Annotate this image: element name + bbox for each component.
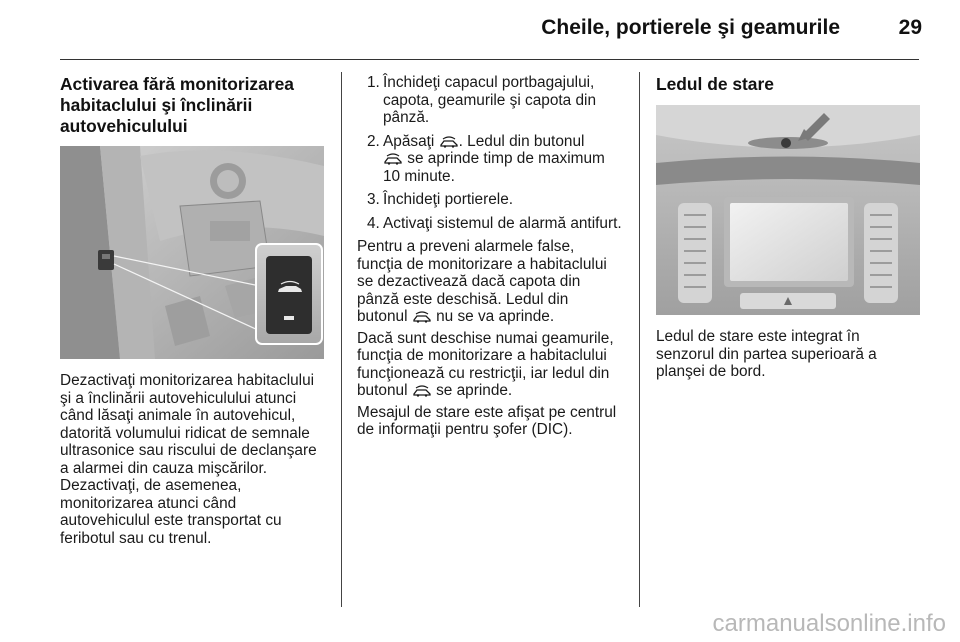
step-text: Activaţi sistemul de alarmă antifurt. xyxy=(383,214,622,232)
section-heading-status-led: Ledul de stare xyxy=(656,74,774,94)
paragraph-text: butonul xyxy=(357,308,408,325)
car-tilt-alarm-icon xyxy=(412,311,432,323)
paragraph-text: butonul xyxy=(357,382,408,399)
step-text-post: . Ledul din butonul xyxy=(458,132,585,150)
paragraph-text: Pentru a preveni alarmele false, funcţia de monitorizare a habitaclului se dezactivează dacă capota din pânză este deschisă. Ledul din xyxy=(357,238,607,308)
status-led-illustration xyxy=(656,105,920,315)
step-number: 1. xyxy=(367,74,380,91)
page-header-title: Cheile, portierele şi geamurile xyxy=(541,16,840,39)
step-text-pre: Apăsaţi xyxy=(383,132,435,150)
dashboard-button-illustration xyxy=(60,146,324,359)
step-item xyxy=(357,215,623,233)
section-heading-no-monitoring: Activarea fără monitorizarea habitaclului şi înclinării autovehiculului xyxy=(60,74,294,136)
caption-status-led: Ledul de stare este integrat în senzorul din partea superioară a planşei de bord. xyxy=(656,328,877,380)
paragraph-dic-message: Mesajul de stare este afişat pe centrul de informaţii pentru şofer (DIC). xyxy=(357,403,617,438)
caption-no-monitoring: Dezactivaţi monitorizarea habitaclului şi a înclinării autovehiculului atunci când lăsaţi animale în autovehicul, datorită volumului ridicat de semnale ultrasonice sau riscului de declanşare a alarmei din cauza mişcărilor. Dezactivaţi, de asemenea, monitorizarea atunci când autovehiculul este transportat cu feribotul sau cu trenul. xyxy=(60,372,317,547)
car-tilt-alarm-icon xyxy=(439,136,459,148)
column-1 xyxy=(60,74,324,547)
paragraph-text: nu se va aprinde. xyxy=(436,308,555,325)
page-number: 29 xyxy=(898,16,922,39)
column-divider-1 xyxy=(341,72,342,607)
step-number: 3. xyxy=(367,191,380,208)
car-tilt-alarm-icon xyxy=(412,385,432,397)
step-number: 2. xyxy=(367,132,380,150)
paragraph-text: se aprinde. xyxy=(436,382,513,399)
step-item xyxy=(357,74,623,127)
step-item xyxy=(357,133,623,186)
step-text: Închideţi portierele. xyxy=(383,191,514,208)
step-item xyxy=(357,191,623,209)
column-2 xyxy=(357,74,623,443)
watermark: carmanualsonline.info xyxy=(712,610,946,637)
paragraph-windows-open xyxy=(357,330,623,400)
header-rule xyxy=(60,59,919,60)
column-divider-2 xyxy=(639,72,640,607)
car-tilt-alarm-icon xyxy=(383,153,403,165)
paragraph-text: Dacă sunt deschise numai geamurile, funcţia de monitorizare a habitaclului funcţionează cu restricţii, iar ledul din xyxy=(357,329,614,382)
step-text: Închideţi capacul portbagajului, capota, geamurile şi capota din pânză. xyxy=(383,74,597,126)
steps-list xyxy=(357,74,623,232)
step-number: 4. xyxy=(367,214,380,232)
paragraph-false-alarms xyxy=(357,238,623,326)
column-3 xyxy=(656,74,922,381)
step-text-post2: se aprinde timp de maximum 10 minute. xyxy=(383,150,605,185)
